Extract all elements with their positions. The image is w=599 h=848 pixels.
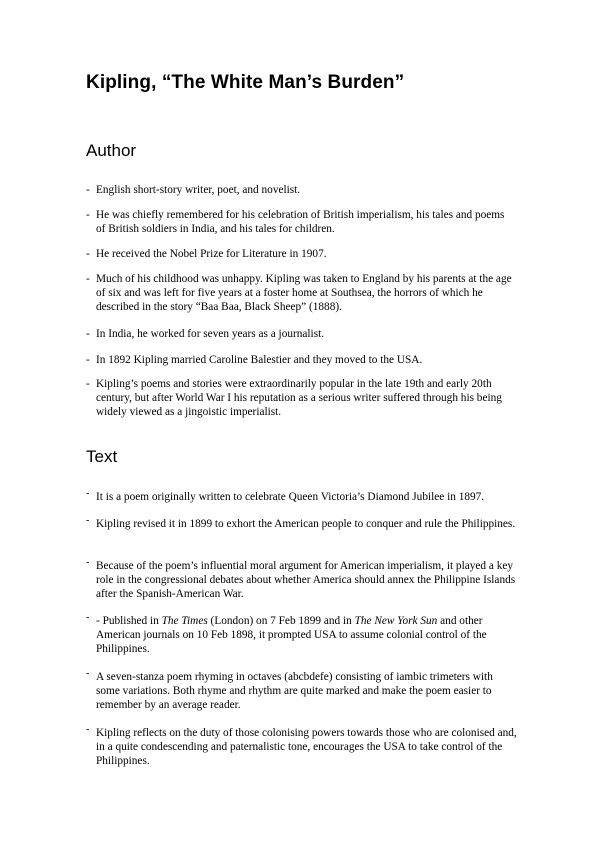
list-item: - Because of the poem’s influential moral argument for American imperialism, it played a key role in the congressional debates about whether America should annex the Philippine Islands after the Spanish-American War.	[86, 557, 516, 600]
list-item: - Kipling revised it in 1899 to exhort the American people to conquer and rule the Philippines.	[86, 515, 516, 530]
author-heading: Author	[86, 141, 137, 160]
list-item: - He received the Nobel Prize for Literature in 1907.	[86, 248, 327, 260]
list-item: - English short-story writer, poet, and novelist.	[86, 184, 301, 196]
list-item: - Much of his childhood was unhappy. Kipling was taken to England by his parents at the age of six and was left for five years at a foster home at Southsea, the horrors of which he described in the story “Baa Baa, Black Sheep” (1888).	[86, 273, 512, 313]
list-item: - - Published in The Times (London) on 7 Feb 1899 and in The New York Sun and other American journals on 10 Feb 1898, it prompted USA to assume colonial control of the Philippines.	[86, 612, 487, 655]
text-heading: Text	[86, 447, 118, 466]
list-item: - In India, he worked for seven years as a journalist.	[86, 328, 325, 340]
page-title: Kipling, “The White Man’s Burden”	[86, 72, 405, 93]
list-item: - He was chiefly remembered for his celebration of British imperialism, his tales and poems of British soldiers in India, and his tales for children.	[86, 209, 505, 235]
list-item: - A seven-stanza poem rhyming in octaves (abcbdefe) consisting of iambic trimeters with some variations. Both rhyme and rhythm are quite marked and make the poem easier to remember by an average reader.	[86, 668, 493, 711]
list-item: - It is a poem originally written to celebrate Queen Victoria’s Diamond Jubilee in 1897.	[86, 488, 485, 503]
list-item: - Kipling’s poems and stories were extraordinarily popular in the late 19th and early 20th century, but after World War I his reputation as a serious writer suffered through his being widely viewed as a jingoistic imperialist.	[86, 378, 502, 418]
list-item: - Kipling reflects on the duty of those colonising powers towards those who are colonised and, in a quite condescending and paternalistic tone, encourages the USA to take control of the Philippines.	[86, 724, 517, 767]
list-item: - In 1892 Kipling married Caroline Balestier and they moved to the USA.	[86, 354, 423, 366]
